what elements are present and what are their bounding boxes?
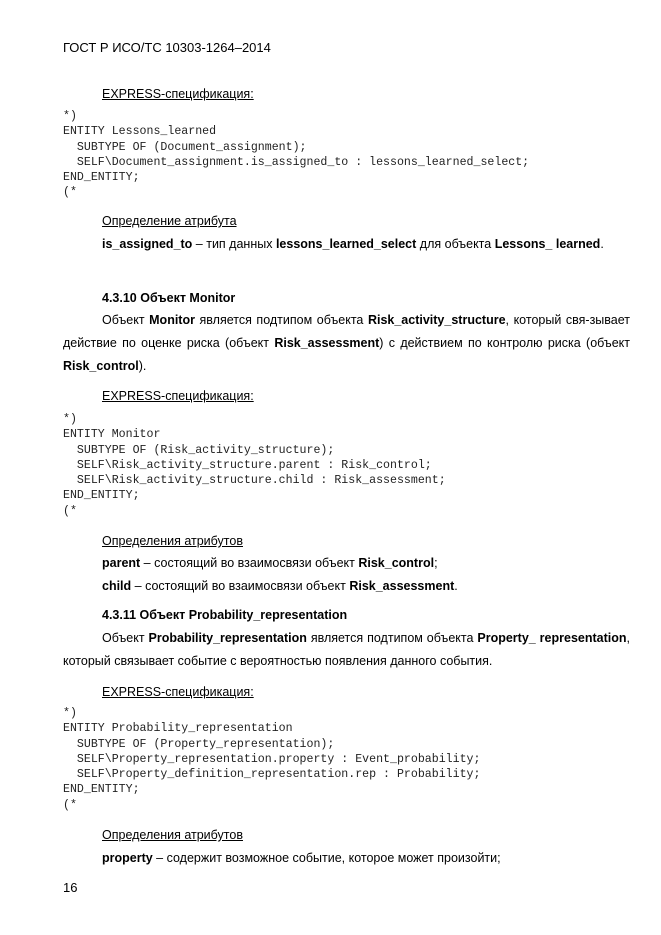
object-name: Risk_assessment xyxy=(274,336,380,350)
express-code-lessons-learned: *) ENTITY Lessons_learned SUBTYPE OF (Document_assignment); SELF\Document_assignment.is_assigned_to : lessons_learned_select; END_ENTITY; (* xyxy=(63,110,530,200)
text: ; xyxy=(434,556,438,570)
text: . xyxy=(600,237,604,251)
attribute-definition-label: Определение атрибута xyxy=(102,214,237,228)
text: является подтипом объекта xyxy=(194,313,368,327)
text: – состоящий во взаимосвязи объект xyxy=(131,579,350,593)
object-name: Risk_assessment xyxy=(349,579,455,593)
text: – состоящий во взаимосвязи объект xyxy=(140,556,359,570)
text: , который свя-зывает действие по оценке риска (объект xyxy=(63,313,630,350)
text: является подтипом объекта xyxy=(306,631,478,645)
type-name: lessons_learned_select xyxy=(275,237,417,251)
text: – содержит возможное событие, которое может произойти; xyxy=(152,851,501,865)
text: , который связывает событие с вероятностью появления данного события. xyxy=(63,631,630,668)
text: . xyxy=(454,579,458,593)
attributes-definition-label-1: Определения атрибутов xyxy=(102,534,243,548)
object-name: Risk_activity_structure xyxy=(367,313,506,327)
page-number: 16 xyxy=(63,880,78,895)
section-heading-4-3-10: 4.3.10 Объект Monitor xyxy=(102,291,236,305)
term-is-assigned-to: is_assigned_to xyxy=(102,237,193,251)
text: для объекта xyxy=(416,237,495,251)
text: Объект xyxy=(102,313,150,327)
express-spec-label-3: EXPRESS-спецификация: xyxy=(102,685,254,699)
express-code-monitor: *) ENTITY Monitor SUBTYPE OF (Risk_activity_structure); SELF\Risk_activity_structure.parent : Risk_control; SELF\Risk_activity_structure.child : Risk_assessment; END_ENTITY; (* xyxy=(63,413,446,518)
attributes-definition-label-2: Определения атрибутов xyxy=(102,828,243,842)
express-spec-label-2: EXPRESS-спецификация: xyxy=(102,389,254,403)
express-code-probability-representation: *) ENTITY Probability_representation SUBTYPE OF (Property_representation); SELF\Property_representation.property : Event_probability; SELF\Property_definition_representation.rep : Probability; END_ENTITY; (* xyxy=(63,707,481,812)
paragraph-is-assigned-to xyxy=(63,233,630,256)
text: – тип данных xyxy=(192,237,276,251)
object-name: Risk_control xyxy=(63,359,139,373)
text: Объект xyxy=(102,631,149,645)
object-name: Property_ representation xyxy=(477,631,627,645)
text: ) с действием по контролю риска (объект xyxy=(379,336,631,350)
object-name: Monitor xyxy=(149,313,195,327)
object-name: Probability_representation xyxy=(148,631,307,645)
object-name: Lessons_ learned xyxy=(494,237,601,251)
definition-child xyxy=(102,575,458,598)
document-header: ГОСТ Р ИСО/ТС 10303-1264–2014 xyxy=(63,40,271,55)
paragraph-monitor xyxy=(63,309,630,378)
term-parent: parent xyxy=(102,556,141,570)
term-property: property xyxy=(102,851,153,865)
definition-parent xyxy=(102,552,438,575)
definition-property xyxy=(102,847,501,870)
section-heading-4-3-11: 4.3.11 Объект Probability_representation xyxy=(102,608,348,622)
express-spec-label-1: EXPRESS-спецификация: xyxy=(102,87,254,101)
term-child: child xyxy=(102,579,132,593)
paragraph-probability-representation xyxy=(63,627,630,673)
text: ). xyxy=(138,359,147,373)
object-name: Risk_control xyxy=(358,556,435,570)
